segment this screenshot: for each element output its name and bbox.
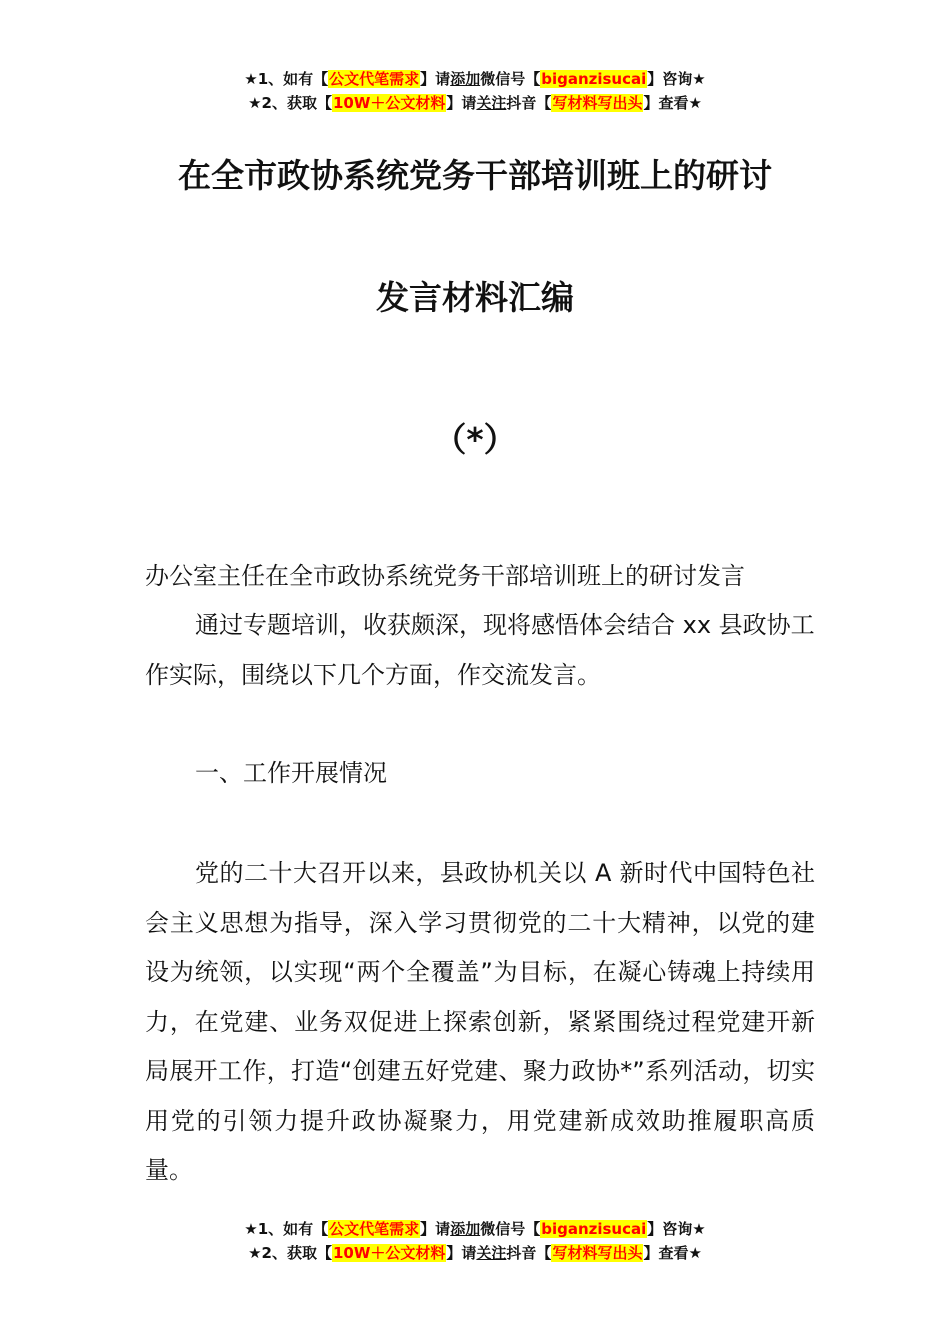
banner-text: 】查看★ — [643, 1244, 702, 1262]
banner-emphasis: 添加 — [450, 70, 481, 88]
banner-text: 】请 — [420, 70, 451, 88]
banner-text: 】咨询★ — [647, 70, 706, 88]
banner-text: ★2、获取【 — [248, 94, 332, 112]
banner-highlight: 写材料写出头 — [552, 94, 643, 112]
banner-line-2 — [0, 1241, 950, 1265]
banner-highlight: biganzisucai — [541, 70, 647, 88]
banner-emphasis: 添加 — [450, 1220, 481, 1238]
banner-line-1 — [0, 1217, 950, 1241]
section-heading: 一、工作开展情况 — [195, 759, 387, 787]
banner-text: 】查看★ — [643, 94, 702, 112]
banner-text: 抖音【 — [506, 94, 552, 112]
banner-highlight: 10W＋公文材料 — [332, 1244, 446, 1262]
banner-text: 】请 — [446, 94, 477, 112]
banner-text: 微信号【 — [480, 70, 541, 88]
banner-text: 微信号【 — [480, 1220, 541, 1238]
banner-text: ★1、如有【 — [244, 1220, 329, 1238]
speech-subtitle: 办公室主任在全市政协系统党务干部培训班上的研讨发言 — [145, 562, 745, 590]
banner-text: 抖音【 — [506, 1244, 552, 1262]
banner-highlight: 10W＋公文材料 — [332, 94, 446, 112]
document-title-line-1: 在全市政协系统党务干部培训班上的研讨 — [178, 156, 772, 195]
banner-text: 】请 — [420, 1220, 451, 1238]
banner-highlight: biganzisucai — [541, 1220, 647, 1238]
banner-highlight: 公文代笔需求 — [329, 1220, 420, 1238]
banner-emphasis: 关注 — [476, 1244, 507, 1262]
banner-highlight: 写材料写出头 — [552, 1244, 643, 1262]
intro-paragraph: 通过专题培训，收获颇深，现将感悟体会结合 xx 县政协工作实际，围绕以下几个方面，作交流发言。 — [145, 611, 815, 689]
footer-banner — [0, 1217, 950, 1265]
document-title-number: （*） — [433, 420, 517, 459]
banner-text: ★1、如有【 — [244, 70, 329, 88]
banner-line-1 — [0, 67, 950, 91]
banner-highlight: 公文代笔需求 — [329, 70, 420, 88]
header-banner — [0, 67, 950, 115]
banner-text: ★2、获取【 — [248, 1244, 332, 1262]
banner-emphasis: 关注 — [476, 94, 507, 112]
document-title-line-2: 发言材料汇编 — [376, 278, 574, 317]
banner-text: 】咨询★ — [647, 1220, 706, 1238]
body-paragraph: 党的二十大召开以来，县政协机关以 A 新时代中国特色社会主义思想为指导，深入学习贯彻党的二十大精神，以党的建设为统领，以实现“两个全覆盖”为目标，在凝心铸魂上持续用力，在党建、业务双促进上探索创新，紧紧围绕过程党建开新局展开工作，打造“创建五好党建、聚力政协*”系列活动，切实用党的引领力提升政协凝聚力，用党建新成效助推履职高质量。 — [145, 859, 815, 1184]
banner-line-2 — [0, 91, 950, 115]
banner-text: 】请 — [446, 1244, 477, 1262]
